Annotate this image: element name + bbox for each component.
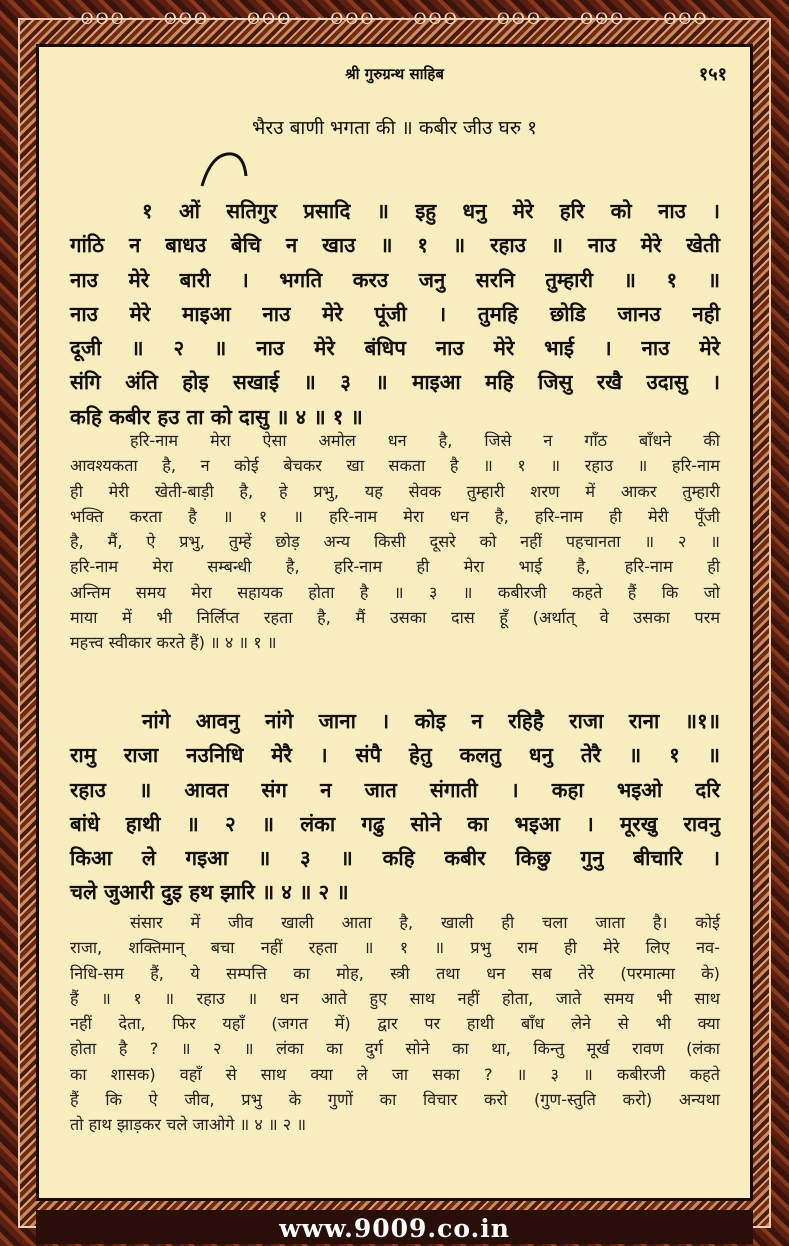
- verse-line: चले जुआरी दुइ हथ झारि ॥ ४ ॥ २ ॥: [70, 880, 349, 905]
- website-url[interactable]: www.9009.co.in: [279, 1214, 510, 1243]
- verse-line: किआ ले गइआ ॥ ३ ॥ कहि कबीर किछु गुनु बीचारि ।: [70, 846, 720, 871]
- top-ornament-strip: ~ʘʘʘ~ ~ʘʘʘ~ ~ʘʘʘ~ ~ʘʘʘ~ ~ʘʘʘ~ ~ʘʘʘ~ ~ʘʘʘ~ ~ʘʘʘ~: [65, 9, 724, 28]
- translation-line: है, मैं, ऐ प्रभु, तुम्हें छोड़ अन्य किसी दूसरे को नहीं पहचानता ॥ २ ॥: [70, 532, 720, 552]
- verse-line: गांठि न बाधउ बेचि न खाउ ॥ १ ॥ रहाउ ॥ नाउ मेरे खेती: [70, 233, 720, 258]
- translation-block-1: [70, 428, 720, 656]
- verse-line: बांधे हाथी ॥ २ ॥ लंका गढु सोने का भइआ । मूरखु रावनु: [70, 811, 720, 836]
- translation-line: हैं कि ऐ जीव, प्रभु के गुणों का विचार करो (गुण-स्तुति करो) अन्यथा: [70, 1090, 720, 1110]
- verse-line: नांगे आवनु नांगे जाना । कोइ न रहिहै राजा राना ॥१॥: [142, 709, 720, 733]
- verse-line: रहाउ ॥ आवत संग न जात संगाती । कहा भइओ दरि: [70, 777, 720, 802]
- translation-line: ही मेरी खेती-बाड़ी है, हे प्रभु, यह सेवक तुम्हारी शरण में आकर तुम्हारी: [70, 481, 720, 501]
- verse-line: संगि अंति होइ सखाई ॥ ३ ॥ माइआ महि जिसु रखै उदासु ।: [70, 370, 720, 395]
- verse-line: दूजी ॥ २ ॥ नाउ मेरे बंधिप नाउ मेरे भाई । नाउ मेरे: [70, 336, 720, 361]
- translation-line: आवश्यकता है, न कोई बेचकर खा सकता है ॥ १ ॥ रहाउ ॥ हरि-नाम: [70, 456, 720, 476]
- translation-line: भक्ति करता है ॥ १ ॥ हरि-नाम मेरा धन है, हरि-नाम ही मेरी पूँजी: [70, 506, 720, 526]
- ek-onkar-arc-mark: [198, 150, 250, 190]
- translation-line: निधि-सम हैं, ये सम्पत्ति का मोह, स्त्री तथा धन सब तेरे (परमात्मा के): [70, 963, 720, 983]
- translation-line: माया में भी निर्लिप्त रहता है, मैं उसका दास हूँ (अर्थात् वे उसका परम: [70, 608, 720, 628]
- translation-line: तो हाथ झाड़कर चले जाओगे ॥ ४ ॥ २ ॥: [70, 1115, 307, 1135]
- translation-line: हरि-नाम मेरा सम्बन्धी है, हरि-नाम ही मेरा भाई है, हरि-नाम ही: [70, 557, 720, 577]
- page-title: श्री गुरुग्रन्थ साहिब: [345, 65, 444, 83]
- page-header: [36, 64, 753, 90]
- verse-line: नाउ मेरे माइआ नाउ मेरे पूंजी । तुमहि छोडि जानउ नही: [70, 301, 720, 326]
- translation-block-2: [70, 910, 720, 1138]
- page-number: १५१: [698, 64, 727, 85]
- verse-block-2: [70, 704, 720, 910]
- verse-line: नाउ मेरे बारी । भगति करउ जनु सरनि तुम्हारी ॥ १ ॥: [70, 267, 720, 292]
- translation-line: हरि-नाम मेरा ऐसा अमोल धन है, जिसे न गाँठ बाँधने की: [130, 431, 720, 450]
- translation-line: का शासक) वहाँ से साथ क्या ले जा सका ? ॥ ३ ॥ कबीरजी कहते: [70, 1064, 720, 1084]
- translation-line: महत्त्व स्वीकार करते हैं) ॥ ४ ॥ १ ॥: [70, 633, 277, 653]
- translation-line: नहीं देता, फिर यहाँ (जगत में) द्वार पर हाथी बाँध लेने से भी क्या: [70, 1014, 720, 1034]
- verse-line: कहि कबीर हउ ता को दासु ॥ ४ ॥ १ ॥: [70, 404, 363, 429]
- section-heading: भैरउ बाणी भगता की ॥ कबीर जीउ घरु १: [251, 117, 538, 139]
- verse-block-1: [70, 194, 720, 434]
- translation-line: राजा, शक्तिमान् बचा नहीं रहता ॥ १ ॥ प्रभु राम ही मेरे लिए नव-: [70, 938, 720, 958]
- translation-line: संसार में जीव खाली आता है, खाली ही चला जाता है। कोई: [130, 913, 720, 932]
- translation-line: हैं ॥ १ ॥ रहाउ ॥ धन आते हुए साथ नहीं होता, जाते समय भी साथ: [70, 988, 720, 1008]
- translation-line: होता है ? ॥ २ ॥ लंका का दुर्ग सोने का था, किन्तु मूर्ख रावण (लंका: [70, 1039, 720, 1059]
- verse-line: १ ओं सतिगुर प्रसादि ॥ इहु धनु मेरे हरि को नाउ ।: [142, 199, 720, 223]
- translation-line: अन्तिम समय मेरा सहायक होता है ॥ ३ ॥ कबीरजी कहते हैं कि जो: [70, 582, 720, 602]
- verse-line: रामु राजा नउनिधि मेरै । संपै हेतु कलतु धनु तेरै ॥ १ ॥: [70, 743, 720, 768]
